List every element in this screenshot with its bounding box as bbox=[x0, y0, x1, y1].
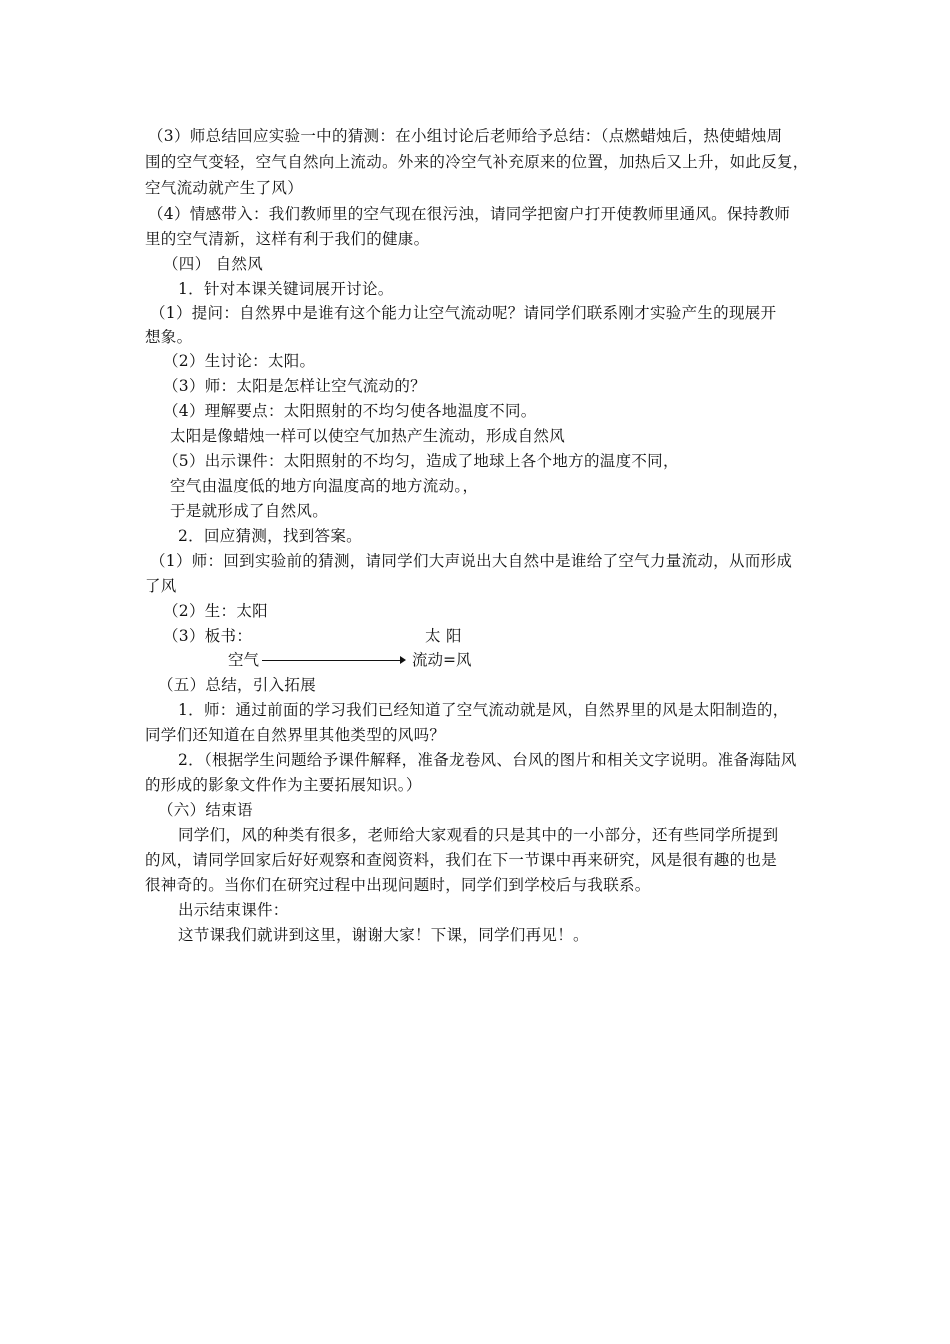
text-line: 2．回应猜测，找到答案。 bbox=[178, 527, 362, 545]
text-line: 出示结束课件： bbox=[178, 901, 289, 919]
text-line: 同学们还知道在自然界里其他类型的风吗？ bbox=[145, 726, 446, 744]
text-line: 太阳是像蜡烛一样可以使空气加热产生流动，形成自然风 bbox=[170, 427, 566, 445]
text-line: （4）理解要点：太阳照射的不均匀使各地温度不同。 bbox=[163, 402, 537, 420]
text-line: 很神奇的。当你们在研究过程中出现问题时，同学们到学校后与我联系。 bbox=[145, 876, 651, 894]
text-line: 空气流动就产生了风） bbox=[145, 179, 304, 197]
board-flow-label: 流动=风 bbox=[412, 651, 472, 669]
text-line: 2．（根据学生问题给予课件解释，准备龙卷风、台风的图片和相关文字说明。准备海陆风 bbox=[178, 751, 797, 769]
text-line: 的风，请同学回家后好好观察和查阅资料，我们在下一节课中再来研究，风是很有趣的也是 bbox=[145, 851, 778, 869]
arrow-head-icon bbox=[400, 656, 406, 664]
text-line: （2）生讨论：太阳。 bbox=[163, 352, 316, 370]
text-line: 同学们，风的种类有很多，老师给大家观看的只是其中的一小部分，还有些同学所提到 bbox=[178, 826, 779, 844]
text-line: 围的空气变轻，空气自然向上流动。外来的冷空气补充原来的位置，加热后又上升，如此反复， bbox=[145, 153, 809, 171]
text-line: （2）生：太阳 bbox=[163, 602, 268, 620]
text-line: 这节课我们就讲到这里，谢谢大家！下课，同学们再见！。 bbox=[178, 926, 589, 944]
section-heading: （五）总结，引入拓展 bbox=[158, 676, 317, 694]
text-line: （1）提问：自然界中是谁有这个能力让空气流动呢？请同学们联系刚才实验产生的现展开 bbox=[150, 304, 777, 322]
section-heading: （四） 自然风 bbox=[163, 255, 264, 273]
section-heading: （六）结束语 bbox=[158, 801, 253, 819]
text-line: 里的空气清新，这样有利于我们的健康。 bbox=[145, 230, 430, 248]
text-line: （5）出示课件：太阳照射的不均匀，造成了地球上各个地方的温度不同， bbox=[163, 452, 679, 470]
text-line: 了风 bbox=[145, 577, 177, 595]
board-sun-label: 太 阳 bbox=[425, 627, 462, 645]
text-line: （1）师：回到实验前的猜测，请同学们大声说出大自然中是谁给了空气力量流动，从而形成 bbox=[150, 552, 793, 570]
text-line: （3）师总结回应实验一中的猜测：在小组讨论后老师给予总结：（点燃蜡烛后，热使蜡烛周 bbox=[148, 127, 783, 145]
text-line: 空气由温度低的地方向温度高的地方流动。， bbox=[170, 477, 479, 495]
text-line: 于是就形成了自然风。 bbox=[170, 502, 329, 520]
board-air-label: 空气 bbox=[228, 651, 260, 669]
text-line: （3）师：太阳是怎样让空气流动的？ bbox=[163, 377, 426, 395]
text-line: 1．师：通过前面的学习我们已经知道了空气流动就是风，自然界里的风是太阳制造的， bbox=[178, 701, 789, 719]
text-line: （4）情感带入：我们教师里的空气现在很污浊，请同学把窗户打开使教师里通风。保持教师 bbox=[148, 205, 791, 223]
text-line: 1．针对本课关键词展开讨论。 bbox=[178, 280, 394, 298]
text-line: （3）板书： bbox=[163, 627, 253, 645]
text-line: 想象。 bbox=[145, 328, 193, 346]
arrow-line bbox=[262, 660, 404, 661]
text-line: 的形成的影象文件作为主要拓展知识。） bbox=[145, 776, 422, 794]
